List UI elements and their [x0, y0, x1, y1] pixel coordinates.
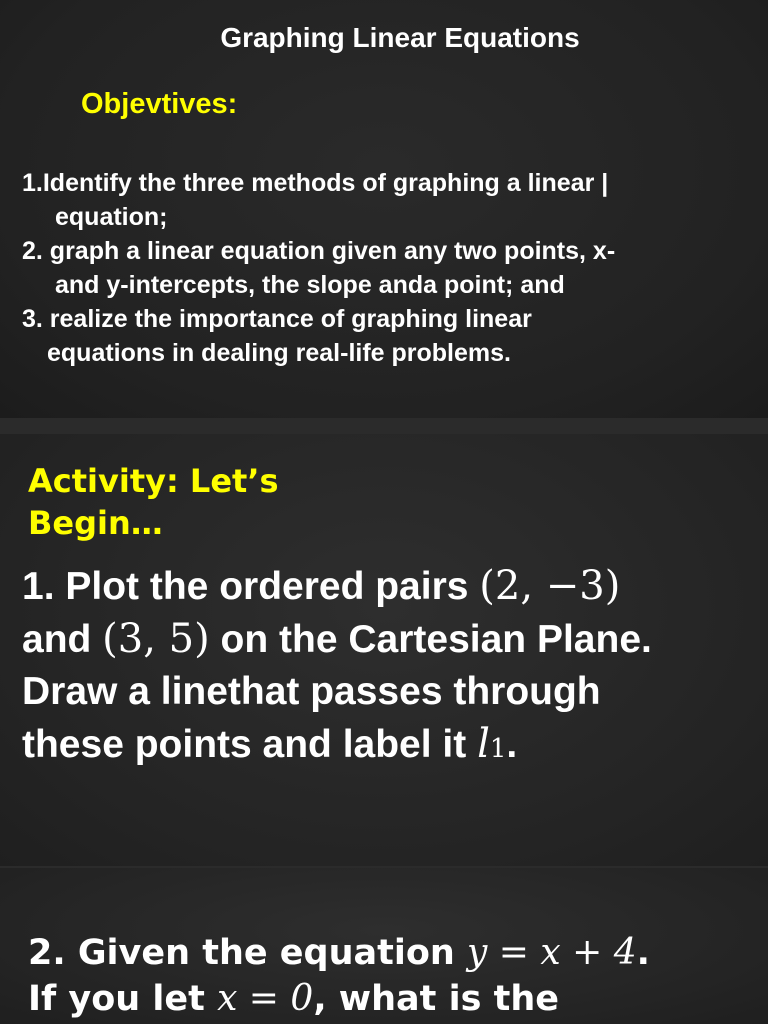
q2-text-a: 2. Given the equation [28, 933, 467, 973]
q1-text-and: and [22, 618, 103, 661]
q1-line-label-sub: 1 [489, 734, 507, 764]
q1-line-label-var: l [477, 721, 490, 767]
q2-dot: . [636, 933, 650, 973]
question-1 [22, 560, 762, 775]
q1-text-end: . [506, 723, 518, 766]
objective-3-line1: 3. realize the importance of graphing linear [22, 305, 532, 333]
q1-ordered-pair-2: (3, 5) [102, 616, 210, 662]
slide-question-2 [0, 868, 768, 1024]
q1-text-b: on the Cartesian Plane. [209, 618, 652, 661]
activity-heading-line1: Activity: Let’s [28, 462, 279, 500]
q1-ordered-pair-1: (2, −3) [479, 563, 621, 609]
objective-1-line1: 1.Identify the three methods of graphing a linear | [22, 169, 609, 197]
objective-item-3 [22, 302, 752, 370]
q2-equation: y = x + 4 [467, 932, 637, 973]
objective-1-line2: equation; [55, 203, 168, 231]
q2-text-c: , what is the [313, 979, 559, 1019]
q2-text-b: If you let [28, 979, 218, 1019]
q2-condition: x = 0 [217, 978, 314, 1019]
objective-item-2 [22, 234, 752, 302]
q1-text-a: 1. Plot the ordered pairs [22, 565, 480, 608]
objective-2-line2: and y-intercepts, the slope anda point; and [55, 271, 565, 299]
slide-title: Graphing Linear Equations [220, 22, 580, 53]
objectives-list [22, 166, 752, 370]
slide-activity [0, 434, 768, 866]
objectives-heading: Objevtives: [81, 88, 238, 120]
objective-3-line2: equations in dealing real-life problems. [47, 339, 511, 367]
q1-text-c: Draw a linethat passes through [22, 670, 601, 713]
objective-item-1 [22, 166, 752, 234]
question-2 [28, 930, 758, 1022]
q1-text-d: these points and label it [22, 723, 478, 766]
activity-heading-line2: Begin… [28, 504, 163, 542]
activity-heading [28, 460, 279, 544]
slide-objectives [0, 0, 768, 418]
objective-2-line1: 2. graph a linear equation given any two points, x- [22, 237, 616, 265]
